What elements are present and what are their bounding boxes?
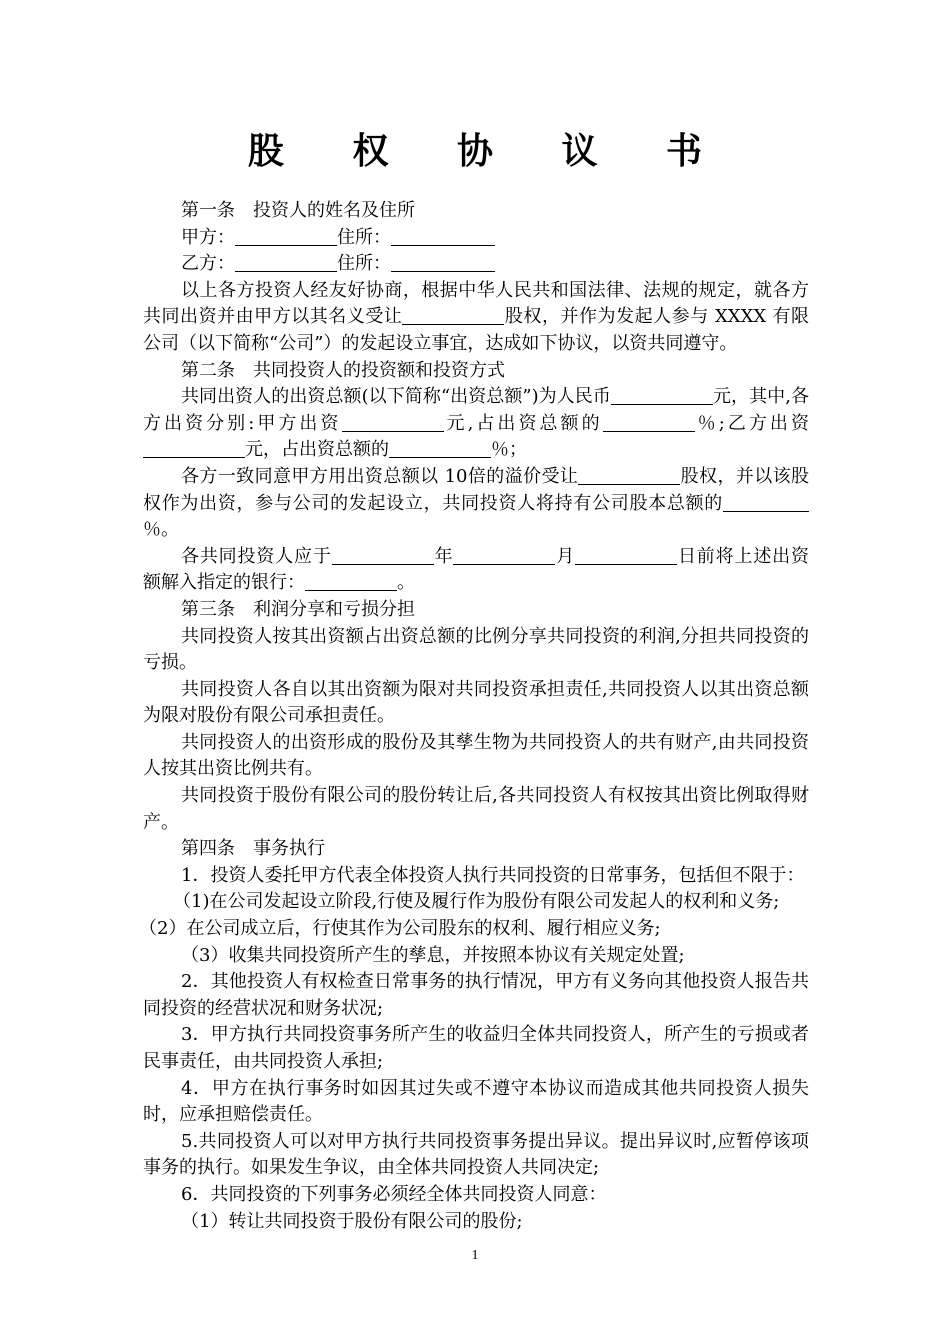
article-3-para-3: 共同投资人的出资形成的股份及其孳生物为共同投资人的共有财产,由共同投资人按其出资比例共有。 xyxy=(143,731,809,780)
article-4-item-6: 6．共同投资的下列事务必须经全体共同投资人同意： xyxy=(181,1183,607,1205)
a2p1-text-d: ％;乙方出资 xyxy=(694,412,809,434)
party-b-address-label: 住所： xyxy=(337,253,391,275)
equity-blank xyxy=(402,306,504,325)
article-3-para-1: 共同投资人按其出资额占出资总额的比例分享共同投资的利润,分担共同投资的亏损。 xyxy=(143,625,809,674)
a2p1-text-a: 共同出资人的出资总额(以下简称“出资总额”)为人民币 xyxy=(181,386,611,408)
article-3-para-4: 共同投资于股份有限公司的股份转让后,各共同投资人有权按其出资比例取得财产。 xyxy=(143,785,809,833)
bank-blank xyxy=(305,572,397,591)
article-4-sub-2: （2）在公司成立后，行使其作为公司股东的权利、履行相应义务; xyxy=(139,918,661,940)
a2p3-text-a: 各共同投资人应于 xyxy=(181,545,332,567)
party-a-label: 甲方： xyxy=(181,226,235,248)
article-2-heading: 第二条 共同投资人的投资额和投资方式 xyxy=(181,359,505,381)
party-b-line xyxy=(143,251,809,278)
a2p1-text-f: ％； xyxy=(491,439,527,461)
article-4-sub-1: （1)在公司发起设立阶段,行使及履行作为股份有限公司发起人的权利和义务; xyxy=(173,891,780,913)
transfer-equity-blank xyxy=(578,466,680,485)
a2p2-text-b: 股权，并以该股权作为出资，参与公司的发起设立，共同投资人将持有公司股本总额的 xyxy=(143,465,810,514)
month-label: 月 xyxy=(555,545,576,567)
party-a-name-blank xyxy=(235,227,337,246)
article-4-heading: 第四条 事务执行 xyxy=(181,838,325,860)
party-a-line xyxy=(143,225,809,252)
article-4-item-2: 2．其他投资人有权检查日常事务的执行情况，甲方有义务向其他投资人报告共同投资的经营状况和财务状况; xyxy=(143,971,809,1019)
party-b-capital-blank xyxy=(143,439,245,458)
party-a-address-blank xyxy=(391,227,495,246)
article-4-item-1: 1．投资人委托甲方代表全体投资人执行共同投资的日常事务，包括但不限于： xyxy=(181,864,805,886)
article-4-sub-3: （3）收集共同投资所产生的孳息，并按照本协议有关规定处置; xyxy=(181,944,685,966)
intro-text-1: 以上各方投资人经友好协商，根据中华人民共和国法律、法规的规定，就各方共同出资并由甲方以其名义受让 xyxy=(143,279,809,328)
article-4-item-6-sub-1: （1）转让共同投资于股份有限公司的股份; xyxy=(181,1210,523,1232)
month-blank xyxy=(453,546,555,565)
document-title: 股 权 协 议 书 xyxy=(247,131,731,172)
a2p3-text-b: 日前将上述出资额解入指定的银行： xyxy=(143,545,810,594)
article-3-para-2: 共同投资人各自以其出资额为限对共同投资承担责任,共同投资人以其出资总额为限对股份有限公司承担责任。 xyxy=(143,678,809,727)
a2p2-text-c: ％。 xyxy=(143,519,179,541)
document-body xyxy=(139,198,810,1235)
article-1-intro xyxy=(143,278,809,358)
article-4-item-5: 5.共同投资人可以对甲方执行共同投资事务提出异议。提出异议时,应暂停该项事务的执行。如果发生争议，由全体共同投资人共同决定; xyxy=(143,1130,809,1179)
article-2-para-2 xyxy=(143,464,809,544)
day-blank xyxy=(575,546,677,565)
a2p3-text-c: 。 xyxy=(397,572,415,594)
party-b-address-blank xyxy=(391,253,495,272)
party-a-capital-blank xyxy=(342,413,444,432)
party-a-address-label: 住所： xyxy=(337,226,391,248)
article-4-item-3: 3．甲方执行共同投资事务所产生的收益归全体共同投资人，所产生的亏损或者民事责任，由共同投资人承担; xyxy=(143,1024,809,1072)
party-b-name-blank xyxy=(235,253,337,272)
year-label: 年 xyxy=(433,545,454,567)
article-3-heading: 第三条 利润分享和亏损分担 xyxy=(181,598,415,620)
a2p1-text-c: 元,占出资总额的 xyxy=(443,412,603,434)
party-b-ratio-blank xyxy=(389,439,491,458)
a2p1-text-e: 元，占出资总额的 xyxy=(245,439,389,461)
year-blank xyxy=(332,546,434,565)
share-ratio-blank-1 xyxy=(723,493,751,512)
page-number: 1 xyxy=(471,1248,479,1263)
a2p1-text-b: 元，其中,各方出资分别:甲方出资 xyxy=(143,386,809,434)
article-2-para-1 xyxy=(143,384,809,464)
party-a-ratio-blank xyxy=(603,413,695,432)
party-b-label: 乙方： xyxy=(181,253,235,275)
article-4-item-4: 4．甲方在执行事务时如因其过失或不遵守本协议而造成其他共同投资人损失时，应承担赔偿责任。 xyxy=(143,1077,809,1126)
intro-text-2: 股权，并作为发起人参与 XXXX 有限公司（以下简称“公司”）的发起设立事宜，达成如下协议，以资共同遵守。 xyxy=(143,306,810,354)
share-ratio-blank-2 xyxy=(751,493,809,512)
total-capital-blank xyxy=(611,386,713,405)
a2p2-text-a: 各方一致同意甲方用出资总额以 10倍的溢价受让 xyxy=(181,465,579,487)
article-1-heading: 第一条 投资人的姓名及住所 xyxy=(181,200,415,221)
article-2-para-3 xyxy=(143,544,809,597)
